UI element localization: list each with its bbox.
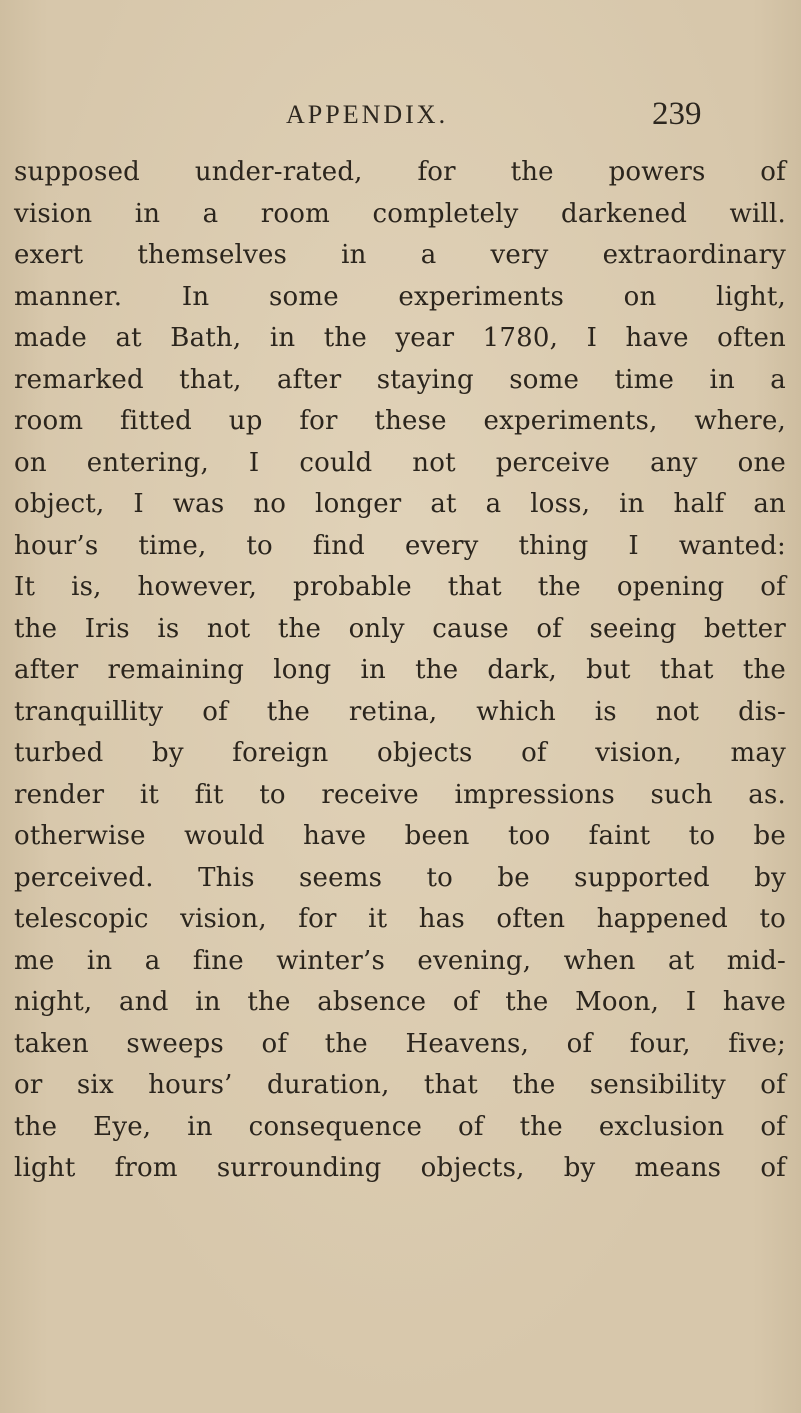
text-line: made at Bath, in the year 1780, I have often [14,323,786,353]
text-line: otherwise would have been too faint to be [14,821,786,851]
text-line: the Eye, in consequence of the exclusion of [14,1111,786,1142]
text-line: or six hours’ duration, that the sensibility of [14,1070,786,1100]
text-line: hour’s time, to find every thing I wanted: [14,530,786,561]
text-line: manner. In some experiments on light, [14,281,786,312]
text-line: light from surrounding objects, by means of [14,1153,786,1183]
text-line: after remaining long in the dark, but that the [14,655,786,685]
text-line: me in a fine winter’s evening, when at mid- [14,945,786,976]
text-line: on entering, I could not perceive any one [14,447,786,478]
text-line: turbed by foreign objects of vision, may [14,738,786,768]
text-line: supposed under-rated, for the powers of [14,157,786,187]
running-head-title: APPENDIX. [286,100,449,129]
text-line: telescopic vision, for it has often happened to [14,904,786,934]
text-line: the Iris is not the only cause of seeing better [14,613,786,644]
text-line: render it fit to receive impressions such as. [14,779,786,810]
text-line: remarked that, after staying some time in a [14,364,786,395]
text-line: night, and in the absence of the Moon, I have [14,987,786,1017]
text-line: tranquillity of the retina, which is not dis- [14,696,786,727]
text-line: perceived. This seems to be supported by [14,862,786,893]
text-line: object, I was no longer at a loss, in half an [14,489,786,519]
text-line: room fitted up for these experiments, where, [14,406,786,436]
text-line: exert themselves in a very extraordinary [14,240,786,270]
text-line: taken sweeps of the Heavens, of four, five; [14,1028,786,1059]
page-number: 239 [652,96,702,132]
text-line: It is, however, probable that the opening of [14,572,786,602]
running-head [0,96,801,140]
body-text [14,152,786,1190]
text-line: vision in a room completely darkened will. [14,198,786,229]
